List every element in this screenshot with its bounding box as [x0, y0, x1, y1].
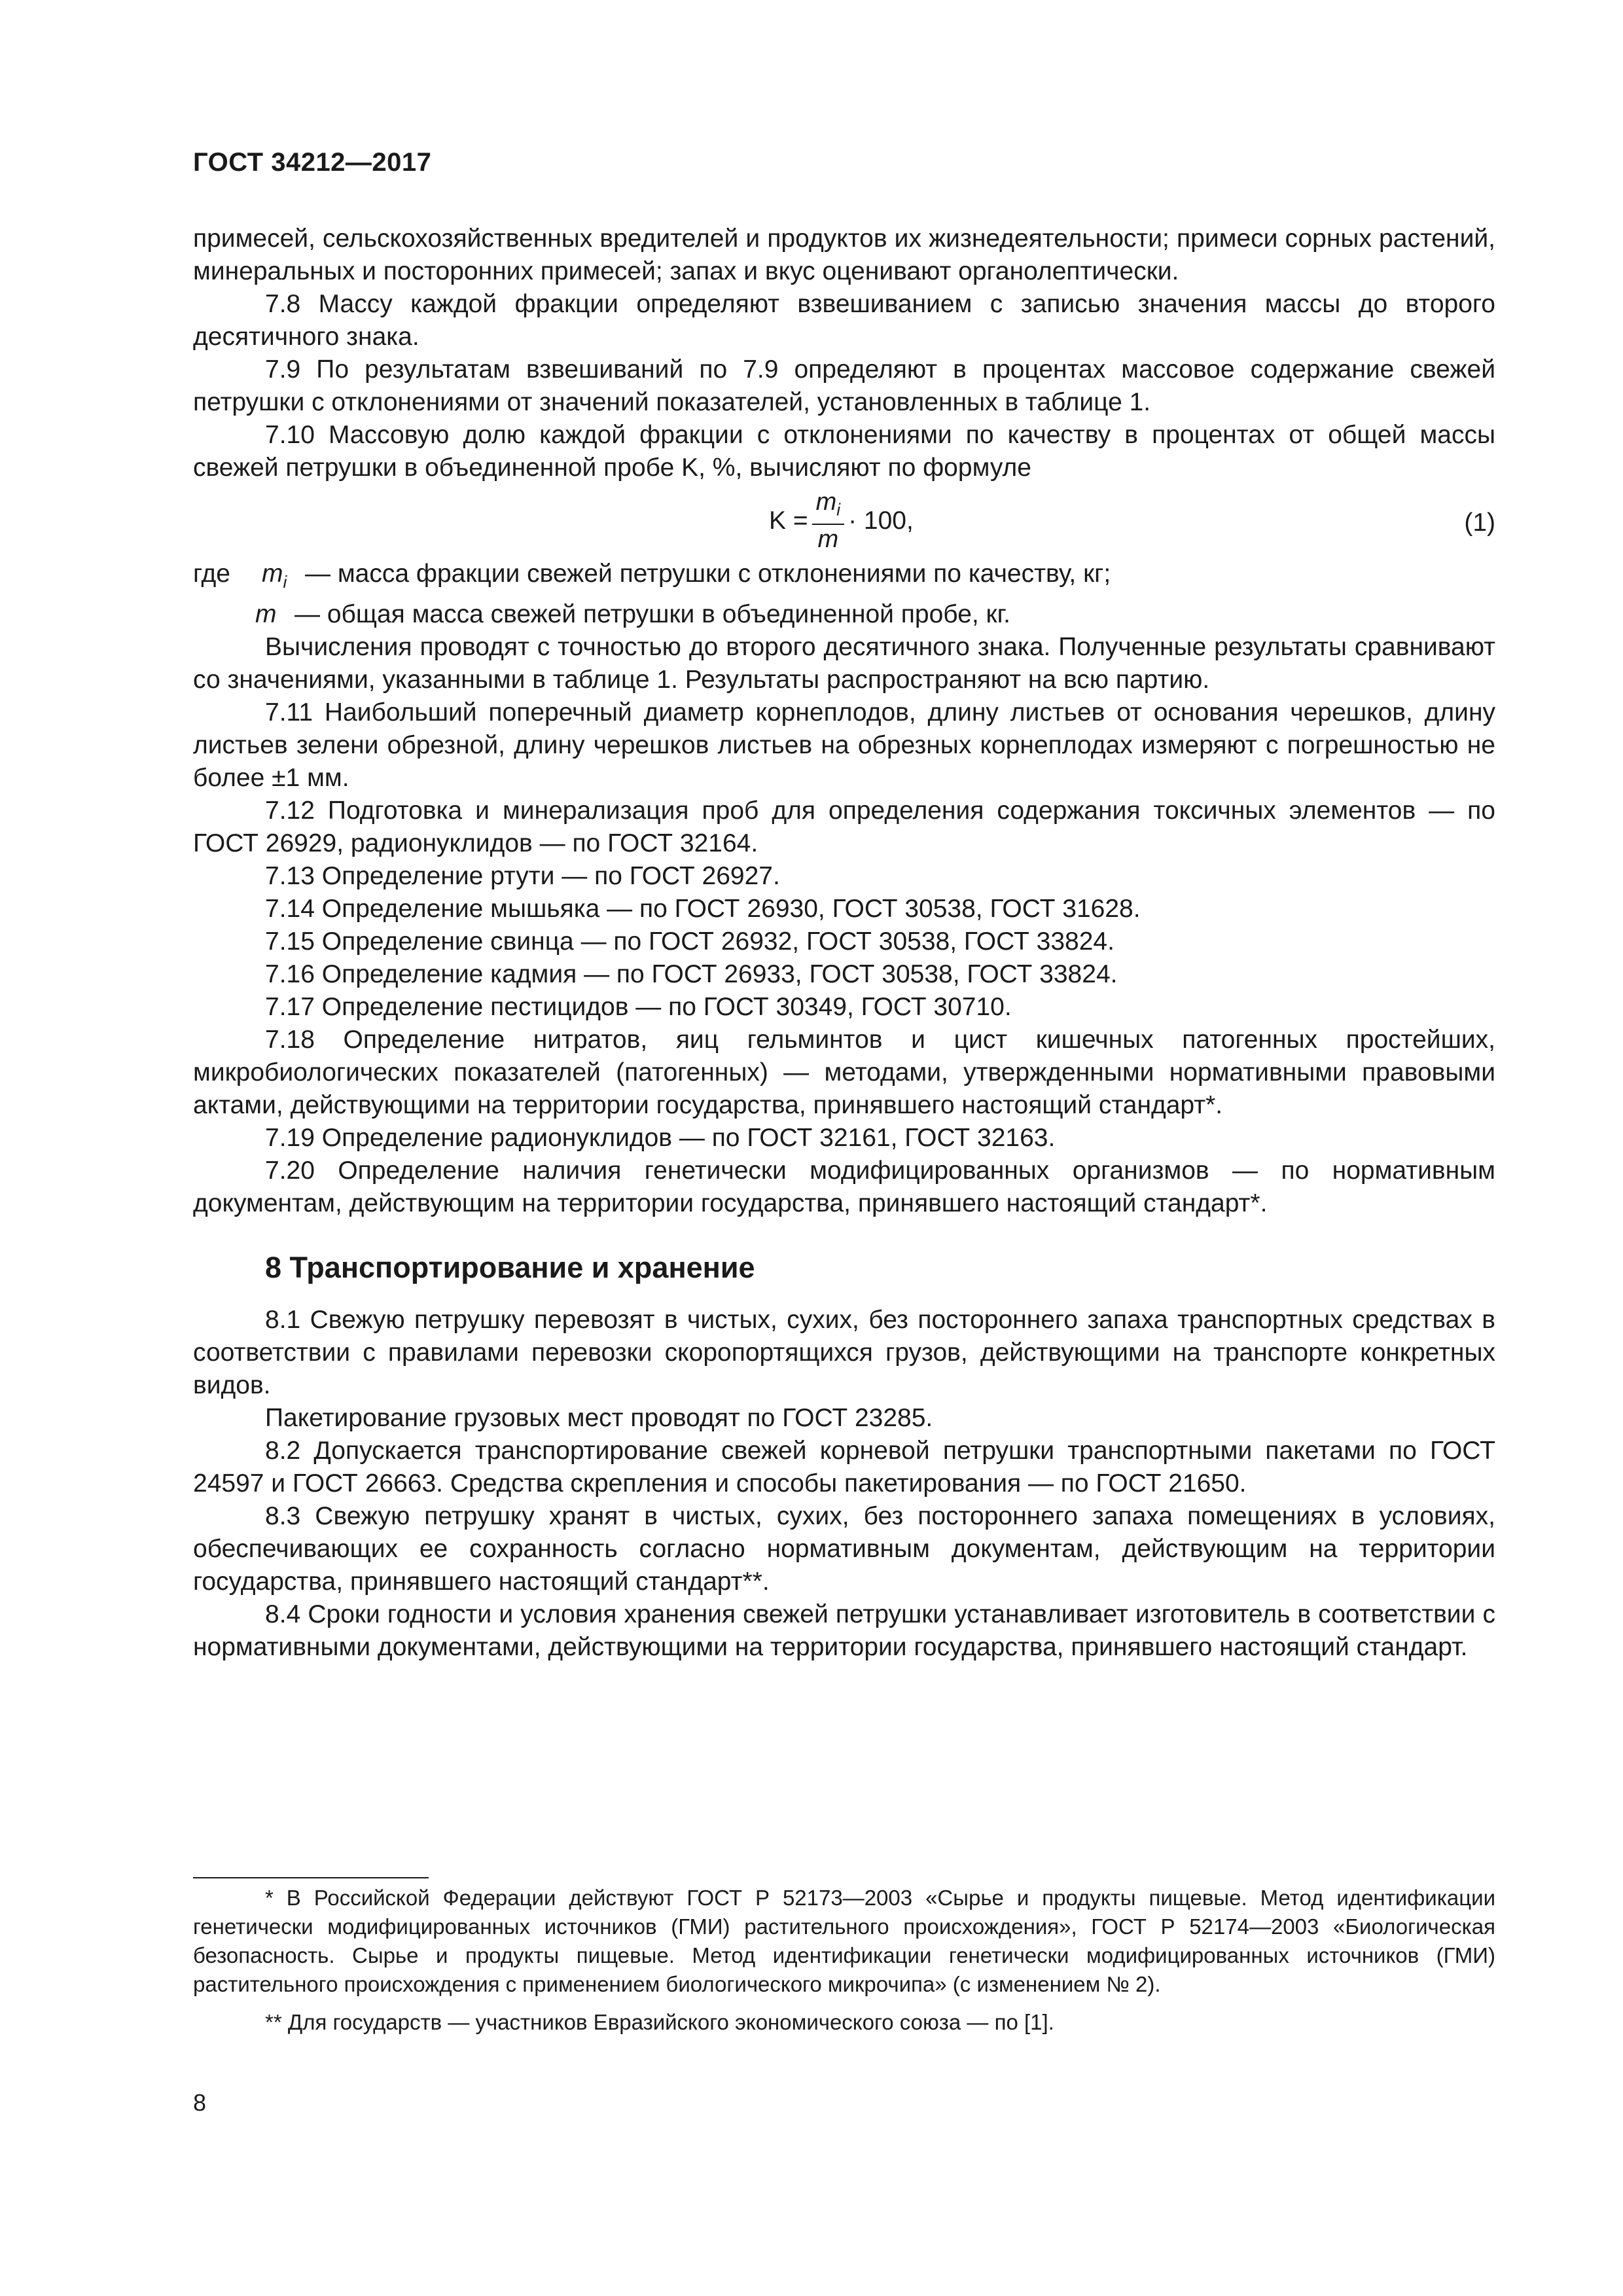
formula-rhs: · 100, — [848, 507, 914, 535]
footnote-1: * В Российской Федерации действуют ГОСТ Р 52173—2003 «Сырье и продукты пищевые. Метод идентификации генетически модифицированных источников (ГМИ) растительного происхождения», ГОСТ Р 52174—2003 «Биологическая безопасность. Сырье и продукты пищевые. Метод идентификации генетически модифицированных источников (ГМИ) растительного происхождения с применением биологического микрочипа» (с изменением № 2). — [193, 1886, 1495, 1996]
paragraph-8-3: 8.3 Свежую петрушку хранят в чистых, сухих, без постороннего запаха помещениях в условиях, обеспечивающих ее сохранность согласно нормативным документам, действующим на территории государства, принявшего настоящий стандарт**. — [193, 1501, 1495, 1596]
paragraph-8-4: 8.4 Сроки годности и условия хранения свежей петрушки устанавливает изготовитель в соответствии с нормативными документами, действующими на территории государства, принявшего настоящий стандарт. — [193, 1600, 1495, 1661]
formula-denominator: m — [817, 525, 839, 553]
formula-numerator: $m_i$ — [812, 488, 844, 525]
paragraph-7-11: 7.11 Наибольший поперечный диаметр корнеплодов, длину листьев от основания черешков, длину листьев зелени обрезной, длину черешков листьев на обрезных корнеплодах измеряют с погрешностью не более ±1 мм. — [193, 698, 1495, 792]
footnotes — [193, 1884, 1495, 2037]
formula-fraction — [812, 488, 844, 554]
paragraph-7-9: 7.9 По результатам взвешиваний по 7.9 определяют в процентах массовое содержание свежей петрушки с отклонениями от значений показателей, установленных в таблице 1. — [193, 355, 1495, 416]
paragraph-7-8: 7.8 Массу каждой фракции определяют взвешиванием с записью значения массы до второго десятичного знака. — [193, 290, 1495, 351]
paragraph-7-15: 7.15 Определение свинца — по ГОСТ 26932, ГОСТ 30538, ГОСТ 33824. — [265, 927, 1115, 956]
formula-numerator-subscript: i — [836, 499, 841, 520]
main-text — [193, 223, 1495, 1664]
footnote-2: ** Для государств — участников Евразийского экономического союза — по [1]. — [265, 2010, 1054, 2034]
formula-1 — [193, 484, 1495, 558]
formula-lhs: K = — [769, 507, 808, 535]
section-8-heading: 8 Транспортирование и хранение — [265, 1250, 755, 1284]
page-header-doc-id: ГОСТ 34212—2017 — [193, 148, 432, 177]
formula-number: (1) — [1464, 509, 1495, 537]
paragraph-8-1: 8.1 Свежую петрушку перевозят в чистых, сухих, без постороннего запаха транспортных средствах в соответствии с правилами перевозки скоропортящихся грузов, действующими на транспорте конкретных видов. — [193, 1305, 1495, 1399]
where-definition: — масса фракции свежей петрушки с отклонениями по качеству, кг; — [305, 560, 1111, 588]
paragraph-8-2: 8.2 Допускается транспортирование свежей корневой петрушки транспортными пакетами по ГОСТ 24597 и ГОСТ 26663. Средства скрепления и способы пакетирования — по ГОСТ 21650. — [193, 1436, 1495, 1498]
paragraph-calculations: Вычисления проводят с точностью до второго десятичного знака. Полученные результаты сравнивают со значениями, указанными в таблице 1. Результаты распространяют на всю партию. — [193, 632, 1495, 694]
where-item-mi — [193, 558, 1495, 598]
paragraph-7-13: 7.13 Определение ртути — по ГОСТ 26927. — [265, 861, 780, 890]
paragraph-7-19: 7.19 Определение радионуклидов — по ГОСТ 32161, ГОСТ 32163. — [265, 1123, 1056, 1152]
where-intro: где — [193, 560, 230, 588]
where-symbol: m — [255, 600, 277, 628]
formula-expression — [769, 484, 914, 558]
footnote-separator — [193, 1877, 429, 1878]
paragraph-7-17: 7.17 Определение пестицидов — по ГОСТ 30349, ГОСТ 30710. — [265, 992, 1012, 1021]
page-number: 8 — [193, 2089, 207, 2116]
paragraph-7-20: 7.20 Определение наличия генетически модифицированных организмов — по нормативным документам, действующим на территории государства, принявшего настоящий стандарт*. — [193, 1156, 1495, 1217]
paragraph-continuation: примесей, сельскохозяйственных вредителей и продуктов их жизнедеятельности; примеси сорных растений, минеральных и посторонних примесей; запах и вкус оценивают органолептически. — [193, 224, 1495, 285]
paragraph-7-16: 7.16 Определение кадмия — по ГОСТ 26933, ГОСТ 30538, ГОСТ 33824. — [265, 960, 1118, 988]
paragraph-packaging: Пакетирование грузовых мест проводят по ГОСТ 23285. — [265, 1403, 933, 1432]
paragraph-7-12: 7.12 Подготовка и минерализация проб для определения содержания токсичных элементов — по ГОСТ 26929, радионуклидов — по ГОСТ 32164. — [193, 796, 1495, 857]
where-definition: — общая масса свежей петрушки в объединенной пробе, кг. — [294, 600, 1010, 628]
paragraph-7-14: 7.14 Определение мышьяка — по ГОСТ 26930, ГОСТ 30538, ГОСТ 31628. — [265, 894, 1141, 923]
where-symbol: $m_i$ — [262, 560, 287, 592]
paragraph-7-18: 7.18 Определение нитратов, яиц гельминтов и цист кишечных патогенных простейших, микробиологических показателей (патогенных) — методами, утвержденными нормативными правовыми актами, действующими на территории государства, принявшего настоящий стандарт*. — [193, 1025, 1495, 1119]
where-item-m — [193, 598, 1495, 631]
paragraph-7-10: 7.10 Массовую долю каждой фракции с отклонениями по качеству в процентах от общей массы свежей петрушки в объединенной пробе K, %, вычисляют по формуле — [193, 421, 1495, 482]
